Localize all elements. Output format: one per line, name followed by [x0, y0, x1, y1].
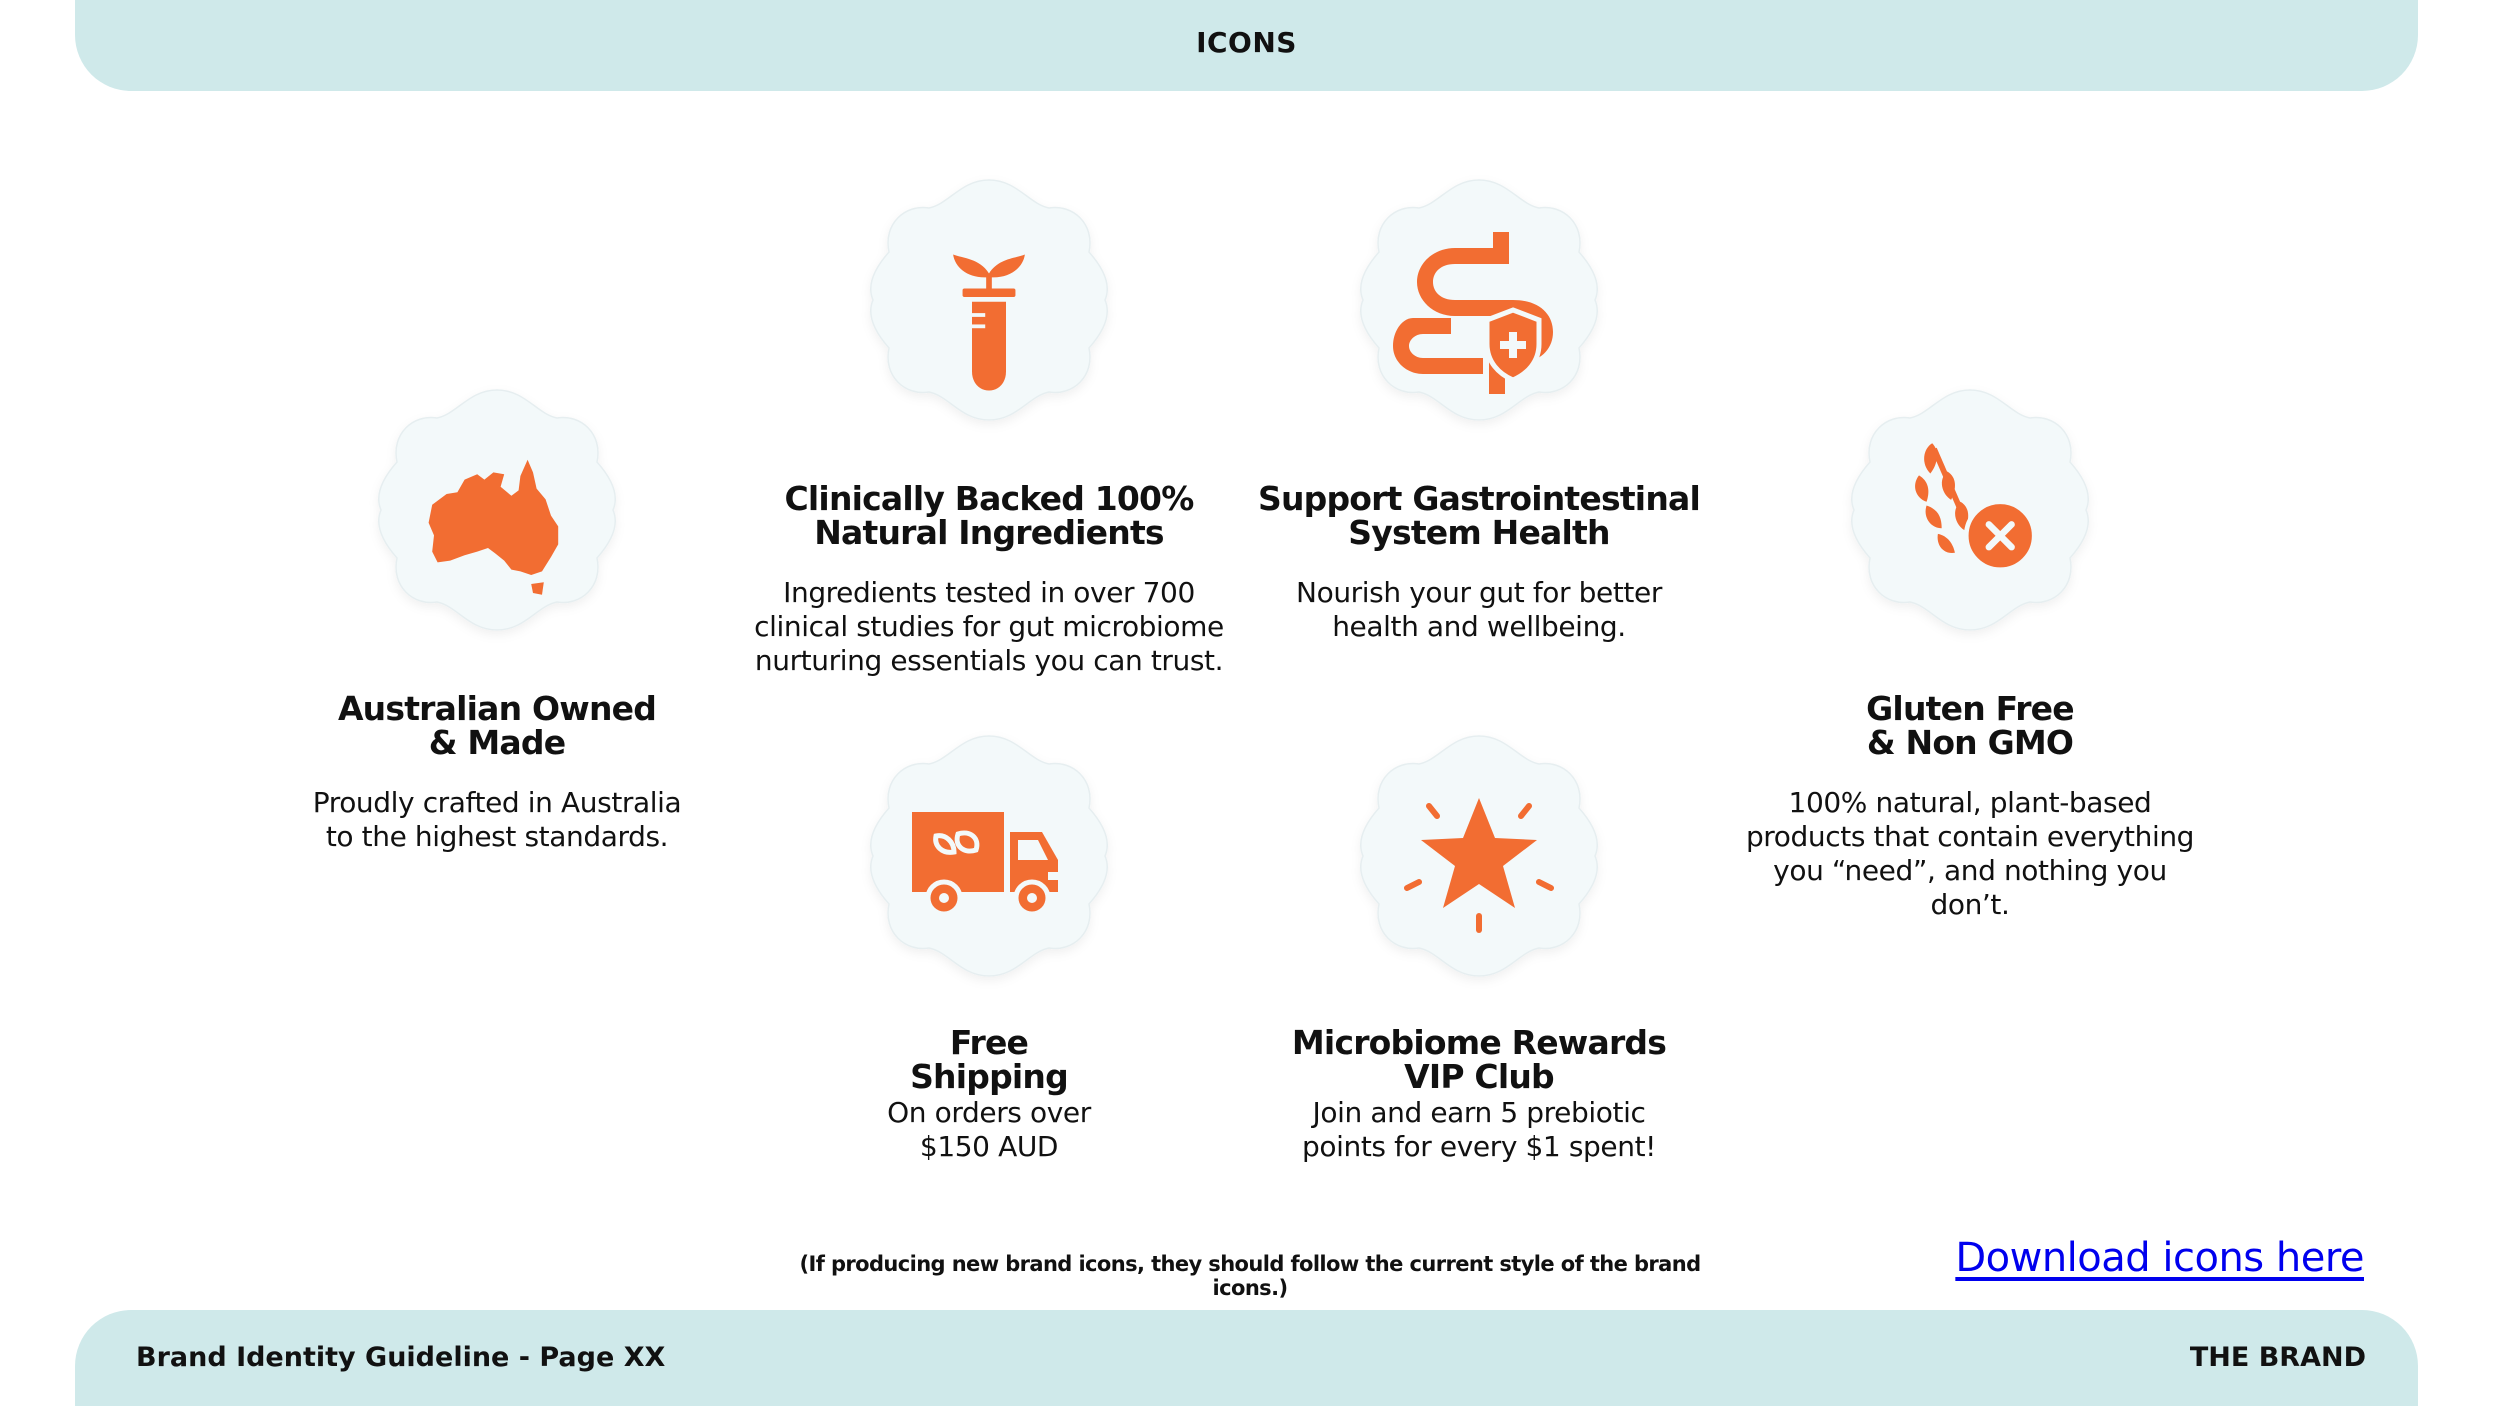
australia-map-icon: [407, 440, 587, 602]
icon-badge: [849, 160, 1129, 440]
style-note: (If producing new brand icons, they should follow the current style of the brand icons.): [799, 1252, 1701, 1300]
icon-badge: [1339, 716, 1619, 996]
feature-title: Australian Owned & Made: [337, 689, 657, 762]
footer-section-label: THE BRAND: [2189, 1342, 2366, 1373]
feature-description: On orders over $150 AUD: [887, 1096, 1091, 1163]
header-bar: [75, 0, 2418, 91]
feature-description: Proudly crafted in Australia to the highest standards.: [312, 786, 682, 853]
gut-shield-icon: [1389, 228, 1569, 398]
feature-description: Nourish your gut for better health and wellbeing.: [1296, 576, 1662, 643]
icon-badge: [1339, 160, 1619, 440]
footer-bar: [75, 1310, 2418, 1406]
wheat-cross-icon: [1885, 430, 2055, 600]
feature-title: Clinically Backed 100% Natural Ingredients: [784, 479, 1194, 552]
page-title: ICONS: [1196, 26, 1297, 59]
feature-description: Ingredients tested in over 700 clinical studies for gut microbiome nurturing essentials you can trust.: [754, 576, 1224, 677]
feature-title: Free Shipping: [910, 1023, 1068, 1096]
footer-page-label: Brand Identity Guideline - Page XX: [136, 1342, 666, 1373]
icon-badge: [357, 370, 637, 650]
star-icon: [1399, 776, 1559, 936]
download-icons-link[interactable]: Download icons here: [1955, 1235, 2364, 1281]
icon-badge: [1830, 370, 2110, 650]
icon-badge: [849, 716, 1129, 996]
feature-title: Microbiome Rewards VIP Club: [1291, 1023, 1667, 1096]
feature-description: 100% natural, plant-based products that contain everything you “need”, and nothing you don’t.: [1745, 786, 2195, 921]
test-tube-sprout-icon: [939, 230, 1039, 400]
delivery-truck-icon: [904, 804, 1074, 924]
feature-title: Support Gastrointestinal System Health: [1258, 479, 1700, 552]
feature-title: Gluten Free & Non GMO: [1866, 689, 2074, 762]
feature-description: Join and earn 5 prebiotic points for every $1 spent!: [1302, 1096, 1656, 1163]
